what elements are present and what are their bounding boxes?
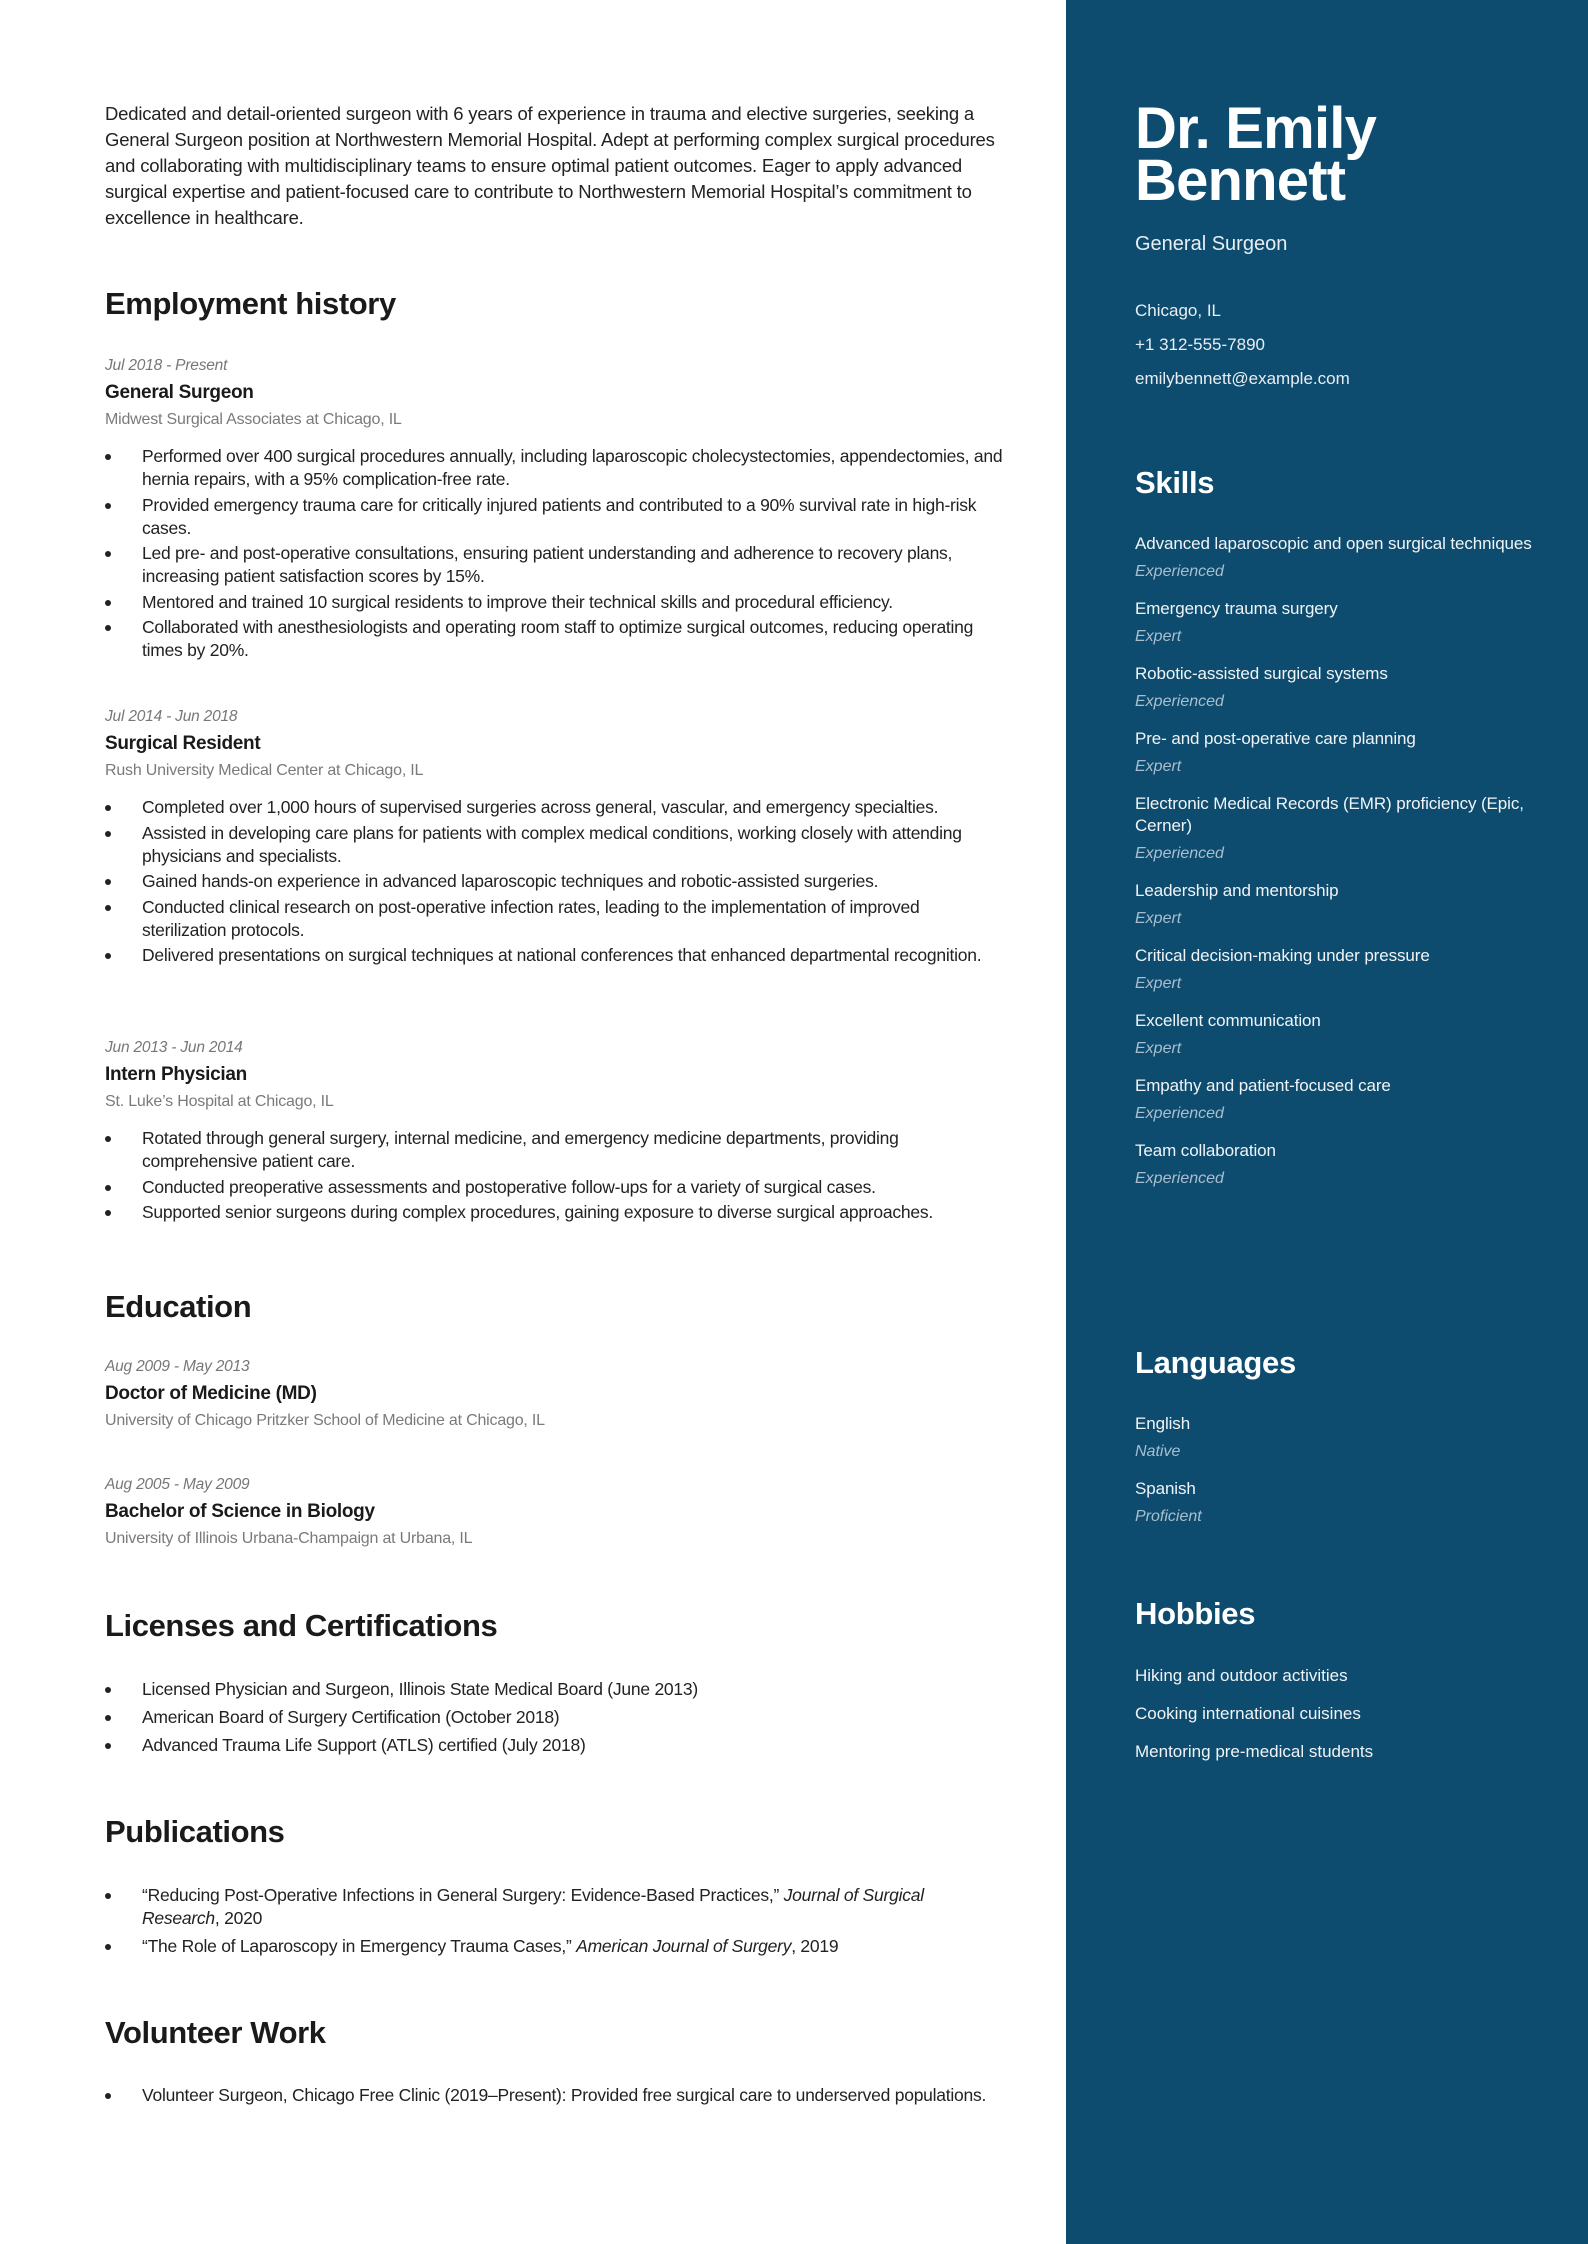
name-line-1: Dr. Emily <box>1135 96 1377 161</box>
job-organization: Rush University Medical Center at Chicago, IL <box>105 762 424 779</box>
profile-job-title: General Surgeon <box>1135 233 1288 255</box>
bullet-dot-icon <box>105 1210 111 1216</box>
skill-item: Excellent communication Expert <box>1135 1010 1535 1059</box>
job-bullets <box>105 796 1005 967</box>
volunteer-list <box>105 2084 1005 2112</box>
skill-item: Advanced laparoscopic and open surgical techniques Experienced <box>1135 533 1535 582</box>
language-level: Native <box>1135 1443 1181 1460</box>
skill-level: Expert <box>1135 628 1182 645</box>
education-degree: Bachelor of Science in Biology <box>105 1501 375 1522</box>
section-title-education: Education <box>105 1289 252 1324</box>
languages-list <box>1135 1413 1535 1543</box>
hobbies-list <box>1135 1665 1535 1779</box>
job-role: General Surgeon <box>105 382 254 403</box>
section-title-employment: Employment history <box>105 286 396 321</box>
bullet-dot-icon <box>105 1715 111 1721</box>
language-item: Spanish Proficient <box>1135 1478 1535 1527</box>
bullet-item: Assisted in developing care plans for patients with complex medical conditions, working closely with attending physicians and specialists. <box>105 822 1005 868</box>
skill-item: Team collaboration Experienced <box>1135 1140 1535 1189</box>
contact-phone[interactable]: +1 312-555-7890 <box>1135 335 1265 354</box>
skill-level: Experienced <box>1135 1170 1224 1187</box>
bullet-dot-icon <box>105 503 111 509</box>
job-date: Jul 2014 - Jun 2018 <box>105 708 238 725</box>
publication-journal: American Journal of Surgery <box>576 1936 792 1956</box>
license-item: American Board of Surgery Certification (October 2018) <box>105 1706 1005 1729</box>
hobby-item: Mentoring pre-medical students <box>1135 1742 1374 1761</box>
skill-level: Experienced <box>1135 845 1224 862</box>
bullet-dot-icon <box>105 905 111 911</box>
publication-item: “The Role of Laparoscopy in Emergency Trauma Cases,” American Journal of Surgery, 2019 <box>105 1935 1005 1958</box>
skill-item: Pre- and post-operative care planning Expert <box>1135 728 1535 777</box>
education-date: Aug 2009 - May 2013 <box>105 1358 250 1375</box>
license-item: Licensed Physician and Surgeon, Illinois State Medical Board (June 2013) <box>105 1678 1005 1701</box>
section-title-skills: Skills <box>1135 465 1215 500</box>
bullet-dot-icon <box>105 953 111 959</box>
bullet-item: Completed over 1,000 hours of supervised surgeries across general, vascular, and emergency specialties. <box>105 796 1005 819</box>
education-degree: Doctor of Medicine (MD) <box>105 1383 317 1404</box>
skill-level: Expert <box>1135 1040 1182 1057</box>
section-title-languages: Languages <box>1135 1345 1296 1380</box>
language-level: Proficient <box>1135 1508 1202 1525</box>
bullet-item: Delivered presentations on surgical techniques at national conferences that enhanced departmental recognition. <box>105 944 1005 967</box>
education-school: University of Illinois Urbana-Champaign at Urbana, IL <box>105 1530 473 1547</box>
job-role: Intern Physician <box>105 1064 247 1085</box>
bullet-dot-icon <box>105 454 111 460</box>
contact-location: Chicago, IL <box>1135 301 1221 320</box>
bullet-item: Provided emergency trauma care for critically injured patients and contributed to a 90% survival rate in high-risk cases. <box>105 494 1005 540</box>
job-date: Jun 2013 - Jun 2014 <box>105 1039 243 1056</box>
bullet-item: Gained hands-on experience in advanced laparoscopic techniques and robotic-assisted surgeries. <box>105 870 1005 893</box>
bullet-dot-icon <box>105 1687 111 1693</box>
bullet-dot-icon <box>105 625 111 631</box>
name-line-2: Bennett <box>1135 148 1346 213</box>
job-organization: Midwest Surgical Associates at Chicago, IL <box>105 411 402 428</box>
license-item: Advanced Trauma Life Support (ATLS) certified (July 2018) <box>105 1734 1005 1757</box>
hobby-item: Hiking and outdoor activities <box>1135 1666 1348 1685</box>
job-role: Surgical Resident <box>105 733 261 754</box>
profile-name <box>1135 96 1535 213</box>
job-entry <box>105 1038 1005 1227</box>
skill-item: Robotic-assisted surgical systems Experienced <box>1135 663 1535 712</box>
profile-summary: Dedicated and detail-oriented surgeon with 6 years of experience in trauma and elective surgeries, seeking a General Surgeon position at Northwestern Memorial Hospital. Adept at performing complex surgical procedures and collaborating with multidisciplinary teams to ensure optimal patient outcomes. Eager to apply advanced surgical expertise and patient-focused care to contribute to Northwestern Memorial Hospital’s commitment to excellence in healthcare. <box>105 103 995 228</box>
bullet-dot-icon <box>105 879 111 885</box>
bullet-dot-icon <box>105 805 111 811</box>
bullet-dot-icon <box>105 1743 111 1749</box>
job-bullets <box>105 1127 1005 1224</box>
bullet-dot-icon <box>105 1185 111 1191</box>
bullet-item: Conducted clinical research on post-operative infection rates, leading to the implementation of improved sterilization protocols. <box>105 896 1005 942</box>
bullet-item: Mentored and trained 10 surgical residents to improve their technical skills and procedural efficiency. <box>105 591 1005 614</box>
education-entry <box>105 1357 1005 1432</box>
skill-item: Empathy and patient-focused care Experienced <box>1135 1075 1535 1124</box>
bullet-dot-icon <box>105 1893 111 1899</box>
bullet-dot-icon <box>105 551 111 557</box>
skill-item: Emergency trauma surgery Expert <box>1135 598 1535 647</box>
job-bullets <box>105 445 1005 662</box>
bullet-dot-icon <box>105 600 111 606</box>
skill-level: Experienced <box>1135 693 1224 710</box>
bullet-item: Led pre- and post-operative consultations, ensuring patient understanding and adherence to recovery plans, increasing patient satisfaction scores by 15%. <box>105 542 1005 588</box>
skills-list <box>1135 533 1535 1205</box>
skill-level: Expert <box>1135 910 1182 927</box>
section-title-licenses: Licenses and Certifications <box>105 1608 498 1643</box>
language-item: English Native <box>1135 1413 1535 1462</box>
skill-level: Experienced <box>1135 563 1224 580</box>
bullet-item: Collaborated with anesthesiologists and operating room staff to optimize surgical outcomes, reducing operating times by 20%. <box>105 616 1005 662</box>
publication-journal: Journal of Surgical Research <box>142 1885 924 1928</box>
bullet-item: Conducted preoperative assessments and postoperative follow-ups for a variety of surgical cases. <box>105 1176 1005 1199</box>
bullet-dot-icon <box>105 1944 111 1950</box>
section-title-publications: Publications <box>105 1814 285 1849</box>
bullet-item: Supported senior surgeons during complex procedures, gaining exposure to diverse surgical approaches. <box>105 1201 1005 1224</box>
skill-level: Expert <box>1135 758 1182 775</box>
bullet-dot-icon <box>105 1136 111 1142</box>
bullet-dot-icon <box>105 2093 111 2099</box>
contact-info <box>1135 300 1535 402</box>
hobby-item: Cooking international cuisines <box>1135 1704 1361 1723</box>
section-title-hobbies: Hobbies <box>1135 1596 1256 1631</box>
skill-item: Critical decision-making under pressure Expert <box>1135 945 1535 994</box>
job-organization: St. Luke’s Hospital at Chicago, IL <box>105 1093 334 1110</box>
skill-level: Experienced <box>1135 1105 1224 1122</box>
job-entry <box>105 356 1005 665</box>
skill-item: Electronic Medical Records (EMR) proficiency (Epic, Cerner) Experienced <box>1135 793 1535 864</box>
education-date: Aug 2005 - May 2009 <box>105 1476 250 1493</box>
volunteer-item: Volunteer Surgeon, Chicago Free Clinic (2019–Present): Provided free surgical care to underserved populations. <box>105 2084 1005 2107</box>
skill-item: Leadership and mentorship Expert <box>1135 880 1535 929</box>
publications-list <box>105 1884 1005 1963</box>
contact-email[interactable]: emilybennett@example.com <box>1135 369 1350 388</box>
licenses-list <box>105 1678 1005 1762</box>
education-school: University of Chicago Pritzker School of Medicine at Chicago, IL <box>105 1412 545 1429</box>
section-title-volunteer: Volunteer Work <box>105 2015 326 2050</box>
publication-item: “Reducing Post-Operative Infections in General Surgery: Evidence-Based Practices,” Journal of Surgical Research, 2020 <box>105 1884 1005 1930</box>
bullet-item: Rotated through general surgery, internal medicine, and emergency medicine departments, providing comprehensive patient care. <box>105 1127 1005 1173</box>
job-entry <box>105 707 1005 970</box>
education-entry <box>105 1475 1005 1550</box>
job-date: Jul 2018 - Present <box>105 357 228 374</box>
bullet-item: Performed over 400 surgical procedures annually, including laparoscopic cholecystectomies, appendectomies, and hernia repairs, with a 95% complication-free rate. <box>105 445 1005 491</box>
bullet-dot-icon <box>105 831 111 837</box>
skill-level: Expert <box>1135 975 1182 992</box>
